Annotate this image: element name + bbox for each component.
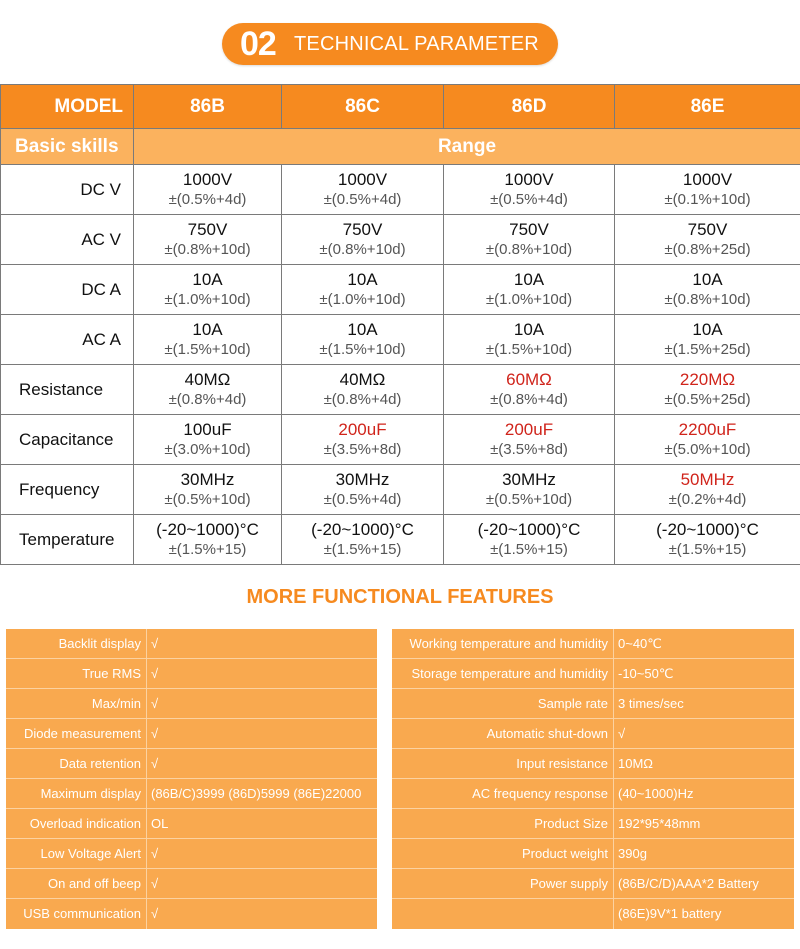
spec-value: 10A — [192, 320, 223, 339]
spec-tolerance: ±(0.8%+10d) — [485, 241, 573, 258]
spec-cell — [134, 215, 282, 265]
feature-label: Sample rate — [392, 689, 614, 718]
feature-row — [392, 719, 794, 749]
feature-row — [392, 839, 794, 869]
feature-row — [6, 839, 377, 869]
spec-value: 50MHz — [680, 470, 735, 489]
feature-row — [392, 659, 794, 689]
spec-value: 10A — [347, 320, 378, 339]
spec-value: 10A — [513, 270, 545, 289]
parameter-name: Frequency — [1, 465, 134, 515]
spec-cell — [444, 265, 615, 315]
spec-row — [1, 415, 800, 465]
feature-row — [392, 689, 794, 719]
spec-value: 30MHz — [335, 470, 390, 489]
spec-tolerance: ±(0.8%+4d) — [168, 391, 247, 408]
feature-label: Overload indication — [6, 809, 147, 838]
spec-cell — [282, 365, 444, 415]
feature-value: √ — [618, 726, 626, 741]
feature-row — [392, 809, 794, 839]
parameter-name: DC V — [1, 165, 134, 215]
spec-value: (-20~1000)°C — [656, 520, 759, 539]
spec-tolerance: ±(0.5%+4d) — [323, 191, 402, 208]
model-86b: 86B — [134, 85, 282, 129]
spec-cell — [282, 415, 444, 465]
spec-row — [1, 165, 800, 215]
feature-label: Diode measurement — [6, 719, 147, 748]
spec-row — [1, 265, 800, 315]
feature-row — [6, 629, 377, 659]
spec-value: 750V — [687, 220, 728, 239]
spec-tolerance: ±(0.8%+10d) — [164, 241, 251, 258]
feature-row — [6, 869, 377, 899]
spec-cell — [134, 165, 282, 215]
spec-value: 60MΩ — [506, 370, 552, 389]
model-86e: 86E — [615, 85, 800, 129]
feature-row — [6, 899, 377, 929]
spec-value: 2200uF — [678, 420, 737, 439]
spec-value: 200uF — [338, 420, 387, 439]
parameter-name: Temperature — [1, 515, 134, 565]
spec-tolerance: ±(0.5%+25d) — [664, 391, 751, 408]
spec-tolerance: ±(1.5%+10d) — [164, 341, 251, 358]
range-label: Range — [134, 129, 800, 165]
feature-label: Storage temperature and humidity — [392, 659, 614, 688]
feature-row — [392, 779, 794, 809]
spec-value: 1000V — [504, 170, 554, 189]
parameter-name: AC V — [1, 215, 134, 265]
feature-value: (86E)9V*1 battery — [618, 906, 722, 921]
spec-value: 200uF — [504, 420, 554, 439]
feature-label: Product Size — [392, 809, 614, 838]
spec-cell — [615, 215, 800, 265]
spec-tolerance: ±(0.5%+10d) — [164, 491, 251, 508]
skills-header-row — [1, 129, 800, 165]
feature-value: √ — [151, 726, 159, 741]
feature-label: Maximum display — [6, 779, 147, 808]
feature-value: 390g — [618, 846, 647, 861]
feature-label: On and off beep — [6, 869, 147, 898]
spec-cell — [282, 165, 444, 215]
spec-value: 1000V — [682, 170, 733, 189]
spec-value: 750V — [509, 220, 549, 239]
feature-value: √ — [151, 696, 159, 711]
parameter-name: Resistance — [1, 365, 134, 415]
spec-cell — [615, 165, 800, 215]
feature-value: √ — [151, 636, 159, 651]
feature-row — [392, 869, 794, 899]
feature-value: √ — [151, 876, 159, 891]
section-header — [222, 23, 558, 65]
spec-value: 1000V — [182, 170, 233, 189]
feature-value: OL — [151, 816, 169, 831]
feature-label: USB communication — [6, 899, 147, 929]
feature-value: 192*95*48mm — [618, 816, 701, 831]
spec-row — [1, 365, 800, 415]
spec-value: 750V — [342, 220, 383, 239]
spec-tolerance: ±(1.0%+10d) — [485, 291, 573, 308]
spec-body — [1, 165, 800, 565]
spec-tolerance: ±(0.5%+10d) — [485, 491, 573, 508]
spec-cell — [282, 315, 444, 365]
spec-tolerance: ±(3.5%+8d) — [490, 441, 568, 458]
spec-value: 10A — [192, 270, 223, 289]
spec-value: 10A — [347, 270, 378, 289]
feature-label: AC frequency response — [392, 779, 614, 808]
spec-value: 10A — [692, 270, 723, 289]
features-left-table — [6, 629, 377, 929]
spec-cell — [615, 265, 800, 315]
feature-value: (40~1000)Hz — [618, 786, 694, 801]
spec-cell — [615, 515, 800, 565]
spec-tolerance: ±(0.5%+4d) — [323, 491, 402, 508]
spec-cell — [282, 515, 444, 565]
spec-value: 750V — [187, 220, 228, 239]
feature-row — [392, 749, 794, 779]
parameter-name: Capacitance — [1, 415, 134, 465]
spec-tolerance: ±(0.5%+4d) — [490, 191, 568, 208]
feature-label: Product weight — [392, 839, 614, 868]
feature-label — [392, 899, 614, 929]
spec-tolerance: ±(1.0%+10d) — [164, 291, 251, 308]
model-86c: 86C — [282, 85, 444, 129]
spec-cell — [134, 415, 282, 465]
features-right-table — [392, 629, 794, 929]
spec-cell — [444, 515, 615, 565]
feature-label: Max/min — [6, 689, 147, 718]
spec-tolerance: ±(0.5%+4d) — [168, 191, 247, 208]
feature-row — [6, 809, 377, 839]
feature-value: (86B/C/D)AAA*2 Battery — [618, 876, 759, 891]
spec-row — [1, 215, 800, 265]
spec-value: 30MHz — [180, 470, 235, 489]
spec-value: 40MΩ — [339, 370, 386, 389]
spec-cell — [615, 315, 800, 365]
spec-value: 40MΩ — [184, 370, 231, 389]
spec-tolerance: ±(1.5%+15) — [668, 541, 747, 558]
section-number: 02 — [240, 25, 276, 63]
spec-tolerance: ±(3.5%+8d) — [323, 441, 402, 458]
spec-cell — [444, 215, 615, 265]
spec-cell — [444, 165, 615, 215]
spec-value: 30MHz — [502, 470, 556, 489]
spec-tolerance: ±(0.8%+10d) — [664, 291, 751, 308]
model-header-row — [1, 85, 800, 129]
spec-row — [1, 515, 800, 565]
feature-row — [6, 749, 377, 779]
spec-cell — [134, 315, 282, 365]
spec-tolerance: ±(5.0%+10d) — [664, 441, 751, 458]
feature-label: Input resistance — [392, 749, 614, 778]
spec-tolerance: ±(1.5%+15) — [168, 541, 247, 558]
spec-tolerance: ±(1.5%+10d) — [319, 341, 406, 358]
spec-cell — [282, 265, 444, 315]
spec-row — [1, 465, 800, 515]
features-title: MORE FUNCTIONAL FEATURES — [246, 586, 554, 608]
spec-tolerance: ±(1.5%+25d) — [664, 341, 751, 358]
feature-label: True RMS — [6, 659, 147, 688]
feature-label: Backlit display — [6, 629, 147, 658]
feature-row — [6, 719, 377, 749]
feature-value: (86B/C)3999 (86D)5999 (86E)22000 — [151, 786, 362, 801]
feature-value: √ — [151, 906, 159, 921]
feature-row — [6, 689, 377, 719]
spec-tolerance: ±(0.2%+4d) — [668, 491, 747, 508]
spec-cell — [444, 365, 615, 415]
spec-value: 1000V — [337, 170, 388, 189]
spec-tolerance: ±(1.0%+10d) — [319, 291, 406, 308]
model-86d: 86D — [444, 85, 615, 129]
feature-value: 3 times/sec — [618, 696, 684, 711]
parameter-name: AC A — [1, 315, 134, 365]
spec-cell — [444, 315, 615, 365]
spec-tolerance: ±(0.8%+25d) — [664, 241, 751, 258]
feature-label: Data retention — [6, 749, 147, 778]
section-title: TECHNICAL PARAMETER — [294, 33, 539, 55]
feature-label: Working temperature and humidity — [392, 629, 614, 658]
feature-row — [392, 899, 794, 929]
spec-value: 10A — [692, 320, 723, 339]
feature-value: √ — [151, 666, 159, 681]
spec-value: (-20~1000)°C — [477, 520, 581, 539]
spec-cell — [134, 265, 282, 315]
spec-tolerance: ±(3.0%+10d) — [164, 441, 251, 458]
spec-cell — [134, 515, 282, 565]
spec-cell — [444, 465, 615, 515]
spec-cell — [282, 215, 444, 265]
feature-label: Power supply — [392, 869, 614, 898]
feature-label: Low Voltage Alert — [6, 839, 147, 868]
spec-value: (-20~1000)°C — [156, 520, 259, 539]
model-label: MODEL — [1, 85, 134, 129]
spec-tolerance: ±(1.5%+15) — [323, 541, 402, 558]
spec-cell — [615, 365, 800, 415]
spec-value: 10A — [513, 320, 545, 339]
spec-value: 220MΩ — [679, 370, 736, 389]
spec-cell — [134, 465, 282, 515]
feature-row — [6, 659, 377, 689]
feature-row — [6, 779, 377, 809]
spec-value: (-20~1000)°C — [311, 520, 414, 539]
feature-value: 10MΩ — [618, 756, 654, 771]
feature-value: 0~40℃ — [618, 636, 662, 651]
spec-tolerance: ±(0.8%+4d) — [490, 391, 568, 408]
spec-cell — [282, 465, 444, 515]
spec-cell — [615, 465, 800, 515]
spec-tolerance: ±(1.5%+15) — [490, 541, 568, 558]
spec-tolerance: ±(0.8%+10d) — [319, 241, 406, 258]
basic-skills-label: Basic skills — [1, 129, 134, 165]
feature-label: Automatic shut-down — [392, 719, 614, 748]
spec-cell — [134, 365, 282, 415]
spec-tolerance: ±(1.5%+10d) — [485, 341, 573, 358]
spec-tolerance: ±(0.1%+10d) — [664, 191, 751, 208]
spec-cell — [444, 415, 615, 465]
feature-value: √ — [151, 756, 159, 771]
spec-cell — [615, 415, 800, 465]
parameter-name: DC A — [1, 265, 134, 315]
feature-value: √ — [151, 846, 159, 861]
feature-row — [392, 629, 794, 659]
spec-value: 100uF — [183, 420, 232, 439]
spec-table — [0, 84, 800, 565]
feature-value: -10~50℃ — [618, 666, 674, 681]
spec-row — [1, 315, 800, 365]
spec-tolerance: ±(0.8%+4d) — [323, 391, 402, 408]
